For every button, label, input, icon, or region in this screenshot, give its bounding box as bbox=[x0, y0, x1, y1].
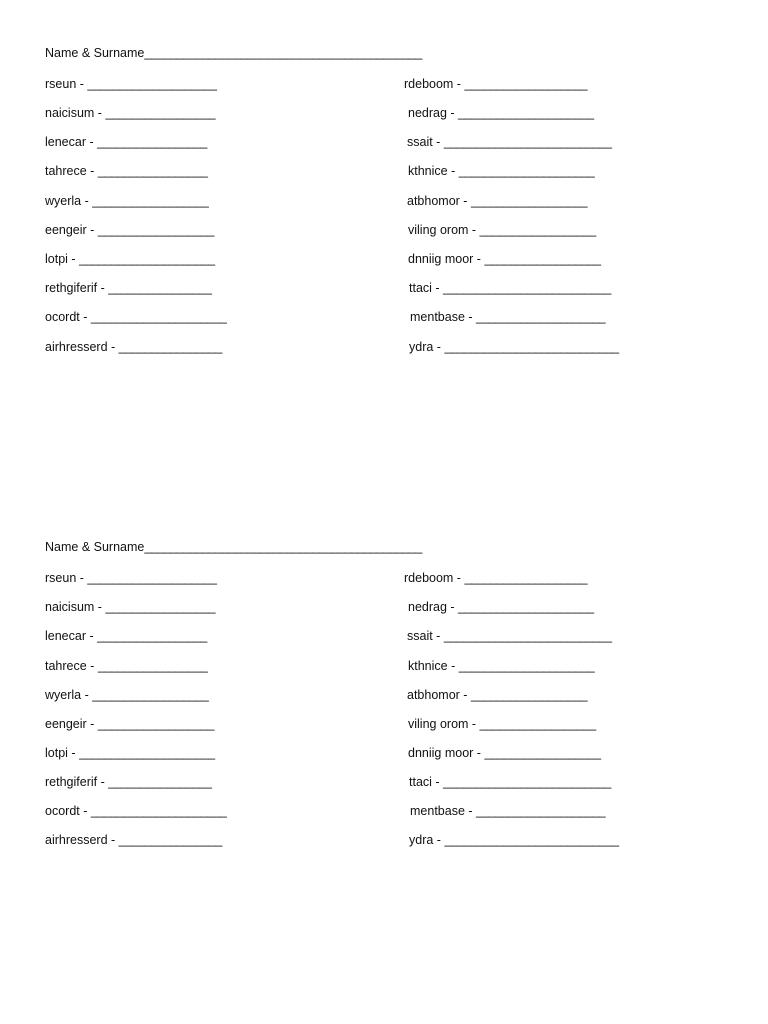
word-item bbox=[410, 802, 605, 820]
scrambled-word: rseun - bbox=[45, 571, 84, 585]
answer-blank: ____________________ bbox=[476, 310, 606, 324]
word-item bbox=[45, 338, 222, 356]
answer-blank: ____________________ bbox=[87, 77, 217, 91]
scrambled-word: ttaci - bbox=[409, 281, 440, 295]
scrambled-word: viling orom - bbox=[408, 223, 477, 237]
answer-blank: _________________ bbox=[97, 164, 208, 178]
word-item bbox=[45, 627, 207, 645]
word-item bbox=[407, 686, 587, 704]
answer-blank: ________________ bbox=[108, 775, 212, 789]
word-item bbox=[408, 744, 601, 762]
word-item bbox=[409, 338, 619, 356]
scrambled-word: airhresserd - bbox=[45, 340, 116, 354]
answer-blank: _____________________ bbox=[79, 746, 215, 760]
answer-blank: __________________ bbox=[479, 223, 596, 237]
word-item bbox=[409, 831, 619, 849]
word-item bbox=[45, 569, 216, 587]
scrambled-word: rdeboom - bbox=[404, 571, 461, 585]
answer-blank: ___________________________ bbox=[444, 340, 619, 354]
word-item bbox=[408, 221, 596, 239]
scrambled-word: lotpi - bbox=[45, 252, 76, 266]
scrambled-word: airhresserd - bbox=[45, 833, 116, 847]
word-item bbox=[45, 221, 214, 239]
scrambled-word: ssait - bbox=[407, 135, 441, 149]
answer-blank: _____________________ bbox=[458, 106, 594, 120]
answer-blank: __________________ bbox=[470, 194, 588, 208]
scrambled-word: tahrece - bbox=[45, 659, 95, 673]
answer-blank: __________________ bbox=[92, 194, 209, 208]
answer-blank: __________________________ bbox=[443, 281, 611, 295]
name-blank: ___________________________________________ bbox=[144, 540, 422, 554]
name-surname-line bbox=[45, 540, 422, 554]
scrambled-word: rethgiferif - bbox=[45, 281, 105, 295]
scrambled-word: ssait - bbox=[407, 629, 441, 643]
word-item bbox=[45, 715, 214, 733]
word-item bbox=[408, 104, 594, 122]
word-item bbox=[408, 657, 594, 675]
scrambled-word: ocordt - bbox=[45, 804, 88, 818]
scrambled-word: lenecar - bbox=[45, 629, 94, 643]
answer-blank: _________________ bbox=[105, 600, 216, 614]
word-item bbox=[45, 279, 211, 297]
answer-blank: ________________ bbox=[118, 833, 222, 847]
answer-blank: __________________________ bbox=[443, 775, 611, 789]
answer-blank: _________________ bbox=[97, 135, 207, 149]
name-surname-line bbox=[45, 46, 422, 60]
scrambled-word: dnniig moor - bbox=[408, 746, 481, 760]
word-item bbox=[410, 308, 605, 326]
answer-blank: _________________ bbox=[105, 106, 216, 120]
word-item bbox=[45, 104, 215, 122]
answer-blank: ___________________ bbox=[464, 571, 588, 585]
scrambled-word: lotpi - bbox=[45, 746, 76, 760]
word-item bbox=[45, 75, 216, 93]
scrambled-word: dnniig moor - bbox=[408, 252, 481, 266]
name-label: Name & Surname bbox=[45, 540, 145, 554]
word-item bbox=[45, 598, 215, 616]
word-item bbox=[45, 831, 222, 849]
answer-blank: _____________________ bbox=[458, 659, 595, 673]
scrambled-word: ocordt - bbox=[45, 310, 88, 324]
word-item bbox=[407, 133, 612, 151]
word-item bbox=[45, 133, 207, 151]
scrambled-word: ydra - bbox=[409, 340, 441, 354]
word-item bbox=[45, 802, 226, 820]
word-item bbox=[408, 250, 601, 268]
scrambled-word: rethgiferif - bbox=[45, 775, 105, 789]
answer-blank: _____________________ bbox=[458, 164, 595, 178]
answer-blank: __________________ bbox=[97, 223, 214, 237]
scrambled-word: naicisum - bbox=[45, 600, 102, 614]
word-item bbox=[408, 715, 596, 733]
word-item bbox=[408, 162, 594, 180]
answer-blank: ________________ bbox=[118, 340, 222, 354]
scrambled-word: atbhomor - bbox=[407, 194, 468, 208]
word-item bbox=[404, 569, 587, 587]
answer-blank: ____________________ bbox=[476, 804, 606, 818]
scrambled-word: nedrag - bbox=[408, 600, 455, 614]
scrambled-word: viling orom - bbox=[408, 717, 477, 731]
scrambled-word: kthnice - bbox=[408, 659, 456, 673]
scrambled-word: wyerla - bbox=[45, 194, 89, 208]
scrambled-word: rseun - bbox=[45, 77, 84, 91]
word-item bbox=[45, 250, 215, 268]
scrambled-word: naicisum - bbox=[45, 106, 102, 120]
answer-blank: __________________ bbox=[92, 688, 209, 702]
answer-blank: __________________ bbox=[97, 717, 214, 731]
scrambled-word: atbhomor - bbox=[407, 688, 468, 702]
answer-blank: __________________ bbox=[484, 252, 601, 266]
scrambled-word: nedrag - bbox=[408, 106, 455, 120]
answer-blank: _____________________ bbox=[90, 804, 227, 818]
word-item bbox=[45, 308, 226, 326]
word-item bbox=[407, 627, 612, 645]
scrambled-word: rdeboom - bbox=[404, 77, 461, 91]
answer-blank: _________________ bbox=[97, 629, 207, 643]
word-item bbox=[409, 279, 611, 297]
name-label: Name & Surname bbox=[45, 46, 145, 60]
word-item bbox=[408, 598, 594, 616]
word-item bbox=[407, 192, 587, 210]
name-blank: ___________________________________________ bbox=[144, 46, 422, 60]
scrambled-word: tahrece - bbox=[45, 164, 95, 178]
answer-blank: __________________ bbox=[470, 688, 588, 702]
scrambled-word: mentbase - bbox=[410, 310, 473, 324]
answer-blank: _____________________ bbox=[90, 310, 227, 324]
answer-blank: _____________________ bbox=[79, 252, 215, 266]
word-item bbox=[409, 773, 611, 791]
answer-blank: __________________ bbox=[484, 746, 601, 760]
answer-blank: __________________ bbox=[479, 717, 596, 731]
scrambled-word: eengeir - bbox=[45, 717, 95, 731]
answer-blank: _____________________ bbox=[458, 600, 594, 614]
scrambled-word: mentbase - bbox=[410, 804, 473, 818]
scrambled-word: eengeir - bbox=[45, 223, 95, 237]
word-item bbox=[45, 657, 208, 675]
scrambled-word: ttaci - bbox=[409, 775, 440, 789]
answer-blank: _________________ bbox=[97, 659, 208, 673]
answer-blank: __________________________ bbox=[443, 135, 612, 149]
answer-blank: ___________________________ bbox=[444, 833, 619, 847]
word-item bbox=[45, 773, 211, 791]
scrambled-word: ydra - bbox=[409, 833, 441, 847]
scrambled-word: wyerla - bbox=[45, 688, 89, 702]
word-item bbox=[45, 162, 208, 180]
word-item bbox=[45, 192, 208, 210]
scrambled-word: kthnice - bbox=[408, 164, 456, 178]
answer-blank: ________________ bbox=[108, 281, 212, 295]
word-item bbox=[45, 686, 208, 704]
answer-blank: ___________________ bbox=[464, 77, 588, 91]
answer-blank: ____________________ bbox=[87, 571, 217, 585]
word-item bbox=[404, 75, 587, 93]
word-item bbox=[45, 744, 215, 762]
scrambled-word: lenecar - bbox=[45, 135, 94, 149]
answer-blank: __________________________ bbox=[443, 629, 612, 643]
